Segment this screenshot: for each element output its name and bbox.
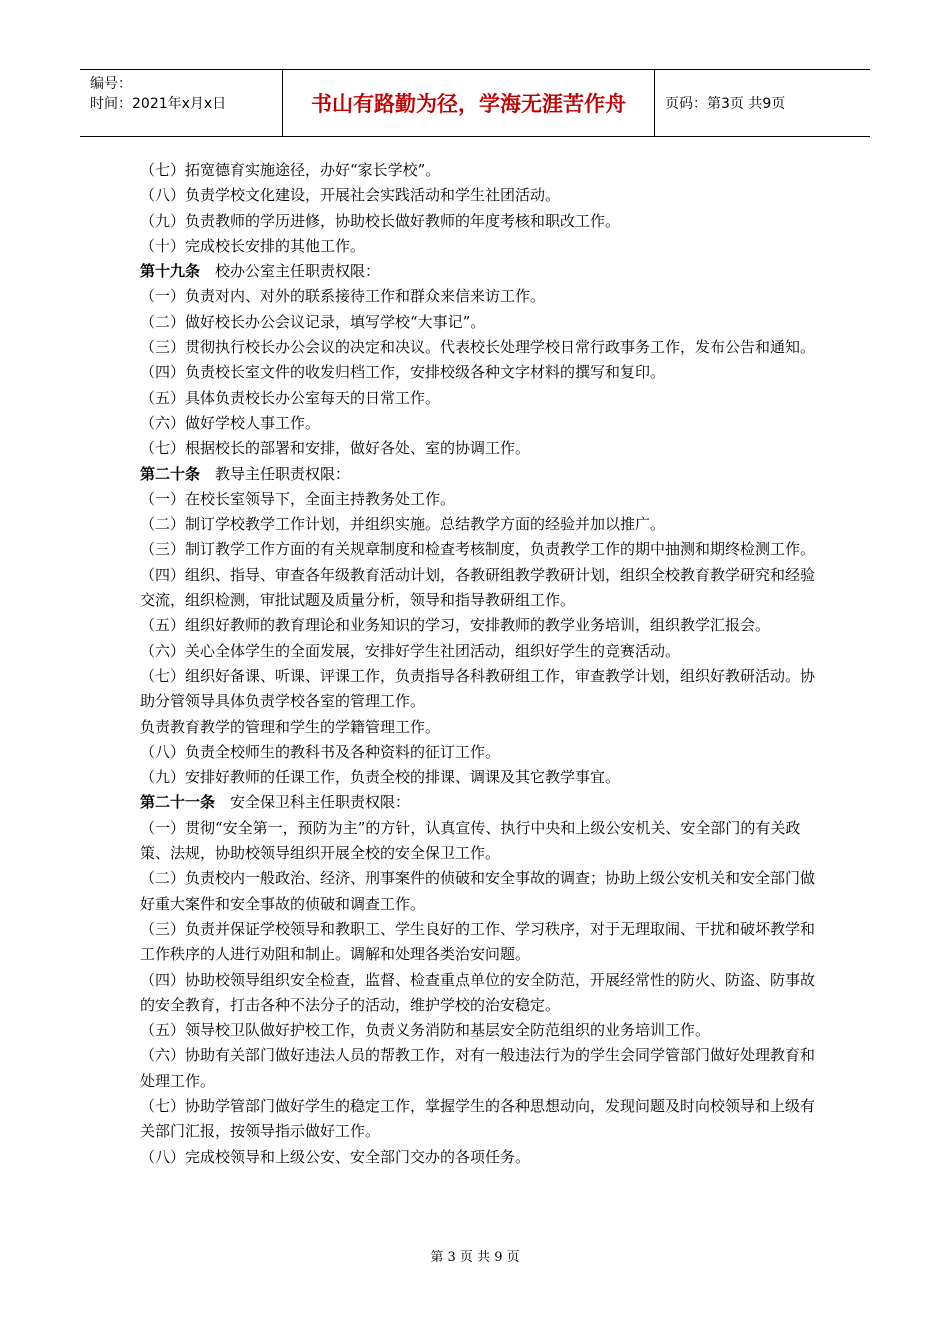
header-meta	[80, 70, 283, 136]
body-paragraph: （七）组织好备课、听课、评课工作，负责指导各科教研组工作，审查教学计划，组织好教研活动。协助分管领导具体负责学校各室的管理工作。	[140, 666, 816, 711]
header-motto: 书山有路勤为径，学海无涯苦作舟	[283, 70, 655, 136]
article-title: 安全保卫科主任职责权限：	[230, 793, 411, 812]
page-footer: 第 3 页 共 9 页	[430, 1250, 520, 1265]
body-paragraph: （八）负责学校文化建设，开展社会实践活动和学生社团活动。	[140, 186, 561, 205]
body-paragraph: （三）负责并保证学校领导和教职工、学生良好的工作、学习秩序，对于无理取闹、干扰和破坏教学和工作秩序的人进行劝阻和制止。调解和处理各类治安问题。	[140, 919, 816, 964]
document-header	[80, 69, 870, 137]
body-paragraph: （九）负责教师的学历进修，协助校长做好教师的年度考核和职改工作。	[140, 211, 621, 230]
body-paragraph: 负责教育教学的管理和学生的学籍管理工作。	[140, 717, 441, 736]
body-paragraph: （四）负责校长室文件的收发归档工作，安排校级各种文字材料的撰写和复印。	[140, 363, 666, 382]
number-label: 编号：	[90, 76, 132, 92]
body-paragraph: （五）组织好教师的教育理论和业务知识的学习，安排教师的教学业务培训，组织教学汇报会。	[140, 616, 771, 635]
body-paragraph: （三）制订教学工作方面的有关规章制度和检查考核制度，负责教学工作的期中抽测和期终检测工作。	[140, 540, 816, 559]
body-paragraph: （六）关心全体学生的全面发展，安排好学生社团活动，组织好学生的竞赛活动。	[140, 641, 681, 660]
body-paragraph: （二）负责校内一般政治、经济、刑事案件的侦破和安全事故的调查；协助上级公安机关和安全部门做好重大案件和安全事故的侦破和调查工作。	[140, 869, 816, 913]
article-heading	[140, 259, 820, 284]
article-title: 教导主任职责权限：	[215, 464, 351, 483]
time-label: 时间：2021年x月x日	[90, 96, 227, 112]
body-paragraph: （十）完成校长安排的其他工作。	[140, 236, 366, 255]
body-paragraph: （三）贯彻执行校长办公会议的决定和决议。代表校长处理学校日常行政事务工作，发布公告和通知。	[140, 338, 816, 357]
body-paragraph: （五）领导校卫队做好护校工作，负责义务消防和基层安全防范组织的业务培训工作。	[140, 1021, 711, 1040]
body-paragraph: （八）完成校领导和上级公安、安全部门交办的各项任务。	[140, 1147, 531, 1166]
article-heading	[140, 790, 820, 815]
body-paragraph: （九）安排好教师的任课工作，负责全校的排课、调课及其它教学事宜。	[140, 768, 621, 787]
body-paragraph: （一）负责对内、对外的联系接待工作和群众来信来访工作。	[140, 287, 546, 306]
header-page-code: 页码：第3页 共9页	[665, 96, 786, 112]
article-heading	[140, 462, 820, 487]
article-number: 第二十条	[140, 464, 201, 483]
body-paragraph: （六）协助有关部门做好违法人员的帮教工作，对有一般违法行为的学生会同学管部门做好处理教育和处理工作。	[140, 1046, 816, 1090]
body-paragraph: （七）根据校长的部署和安排，做好各处、室的协调工作。	[140, 439, 531, 458]
article-title: 校办公室主任职责权限：	[215, 262, 381, 281]
body-paragraph: （四）组织、指导、审查各年级教育活动计划，各教研组教学教研计划，组织全校教育教学研究和经验交流，组织检测，审批试题及质量分析，领导和指导教研组工作。	[140, 565, 816, 610]
body-paragraph: （二）做好校长办公会议记录，填写学校“大事记”。	[140, 312, 486, 331]
body-paragraph: （六）做好学校人事工作。	[140, 413, 321, 432]
body-paragraph: （七）拓宽德育实施途径，办好“家长学校”。	[140, 161, 441, 179]
document-body	[140, 158, 820, 1170]
article-number: 第二十一条	[140, 793, 216, 812]
body-paragraph: （五）具体负责校长办公室每天的日常工作。	[140, 388, 441, 407]
body-paragraph: （四）协助校领导组织安全检查，监督、检查重点单位的安全防范，开展经常性的防火、防盗、防事故的安全教育，打击各种不法分子的活动，维护学校的治安稳定。	[140, 970, 816, 1014]
article-number: 第十九条	[140, 262, 201, 281]
body-paragraph: （七）协助学管部门做好学生的稳定工作，掌握学生的各种思想动向，发现问题及时向校领导和上级有关部门汇报，按领导指示做好工作。	[140, 1096, 816, 1141]
body-paragraph: （八）负责全校师生的教科书及各种资料的征订工作。	[140, 742, 501, 761]
body-paragraph: （一）贯彻“安全第一，预防为主”的方针，认真宣传、执行中央和上级公安机关、安全部门的有关政策、法规，协助校领导组织开展全校的安全保卫工作。	[140, 818, 801, 863]
body-paragraph: （二）制订学校教学工作计划，并组织实施。总结教学方面的经验并加以推广。	[140, 515, 666, 534]
body-paragraph: （一）在校长室领导下，全面主持教务处工作。	[140, 489, 456, 508]
